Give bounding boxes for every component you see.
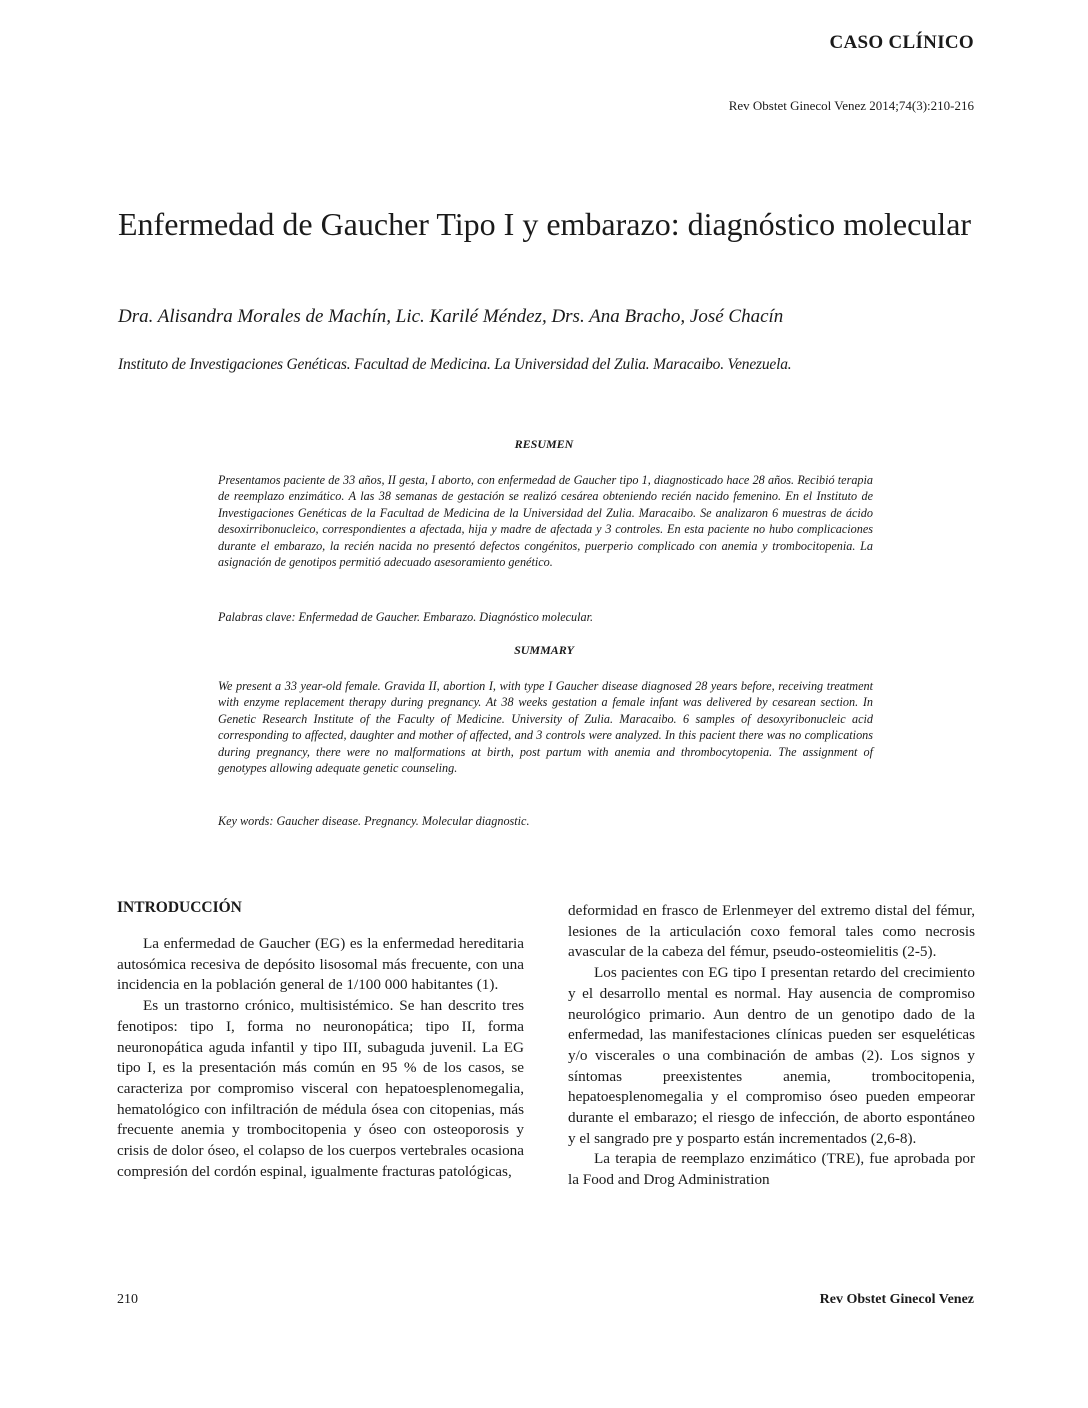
article-affiliation: Instituto de Investigaciones Genéticas. Facultad de Medicina. La Universidad del Zulia. Maracaibo. Venezuela. (118, 356, 792, 373)
body-right-column (568, 901, 975, 1191)
resumen-heading: RESUMEN (514, 437, 574, 451)
summary-heading: SUMMARY (514, 643, 574, 657)
body-paragraph: La terapia de reemplazo enzimático (TRE), fue aprobada por la Food and Drog Administration (568, 1150, 975, 1189)
resumen-text: Presentamos paciente de 33 años, II gesta, I aborto, con enfermedad de Gaucher tipo 1, diagnosticado hace 28 años. Recibió terapia de reemplazo enzimático. A las 38 semanas de gestación se realizó cesárea obteniendo recién nacido femenino. En el Instituto de Investigaciones Genéticas de la Facultad de Medicina de la Universidad del Zulia. Maracaibo. Se analizaron 6 muestras de ácido desoxirribonucleico, correspondientes a afectada, hija y madre de afectada y 3 controles. En esta paciente no hubo complicaciones durante el embarazo, la recién nacida no presentó defectos congénitos, puerperio complicado con anemia y trombocitopenia. La asignación de genotipos permitió adecuado asesoramiento genético. (218, 473, 873, 570)
intro-heading: INTRODUCCIÓN (117, 899, 242, 916)
keywords-es: Palabras clave: Enfermedad de Gaucher. Embarazo. Diagnóstico molecular. (218, 610, 594, 624)
body-paragraph: Es un trastorno crónico, multisistémico. Se han descrito tres fenotipos: tipo I, forma no neuronopática; tipo II, forma neuronopática aguda infantil y tipo III, subaguda juvenil. La EG tipo I, es la presentación más común en 95 % de los casos, se caracteriza por compromiso visceral con hepatoesplenomegalia, hematológico con infiltración de médula ósea con citopenias, más frecuente anemia y trombocitopenia y óseo con osteoporosis y crisis de dolor óseo, el colapso de los cuerpos vertebrales ocasiona compresión del cordón espinal, igualmente fracturas patológicas, (117, 997, 524, 1180)
body-left-column (117, 934, 524, 1182)
journal-citation: Rev Obstet Ginecol Venez 2014;74(3):210-216 (728, 98, 974, 113)
section-label: CASO CLÍNICO (829, 32, 974, 53)
page-number: 210 (117, 1292, 138, 1307)
body-paragraph: La enfermedad de Gaucher (EG) es la enfermedad hereditaria autosómica recesiva de depósito lisosomal más frecuente, con una incidencia en la población general de 1/100 000 habitantes (1). (117, 935, 524, 994)
footer-journal: Rev Obstet Ginecol Venez (819, 1292, 974, 1307)
body-paragraph: Los pacientes con EG tipo I presentan retardo del crecimiento y el desarrollo mental es normal. Hay ausencia de compromiso neurológico primario. Aun dentro de un genotipo dado de la enfermedad, las manifestaciones clínicas pueden ser esqueléticas y/o viscerales o una combinación de ambas (2). Los signos y síntomas preexistentes anemia, trombocitopenia, hepatoesplenomegalia y el compromiso óseo pueden empeorar durante el embarazo; el riesgo de infección, de aborto espontáneo y el sangrado pre y posparto están incrementados (2,6-8). (568, 964, 975, 1147)
keywords-en: Key words: Gaucher disease. Pregnancy. Molecular diagnostic. (218, 814, 530, 828)
article-authors: Dra. Alisandra Morales de Machín, Lic. Karilé Méndez, Drs. Ana Bracho, José Chacín (118, 306, 784, 327)
summary-text: We present a 33 year-old female. Gravida II, abortion I, with type I Gaucher disease diagnosed 28 years before, receiving treatment with enzyme replacement therapy during pregnancy. At 38 weeks gestation a female infant was delivered by cesarean section. In Genetic Research Institute of the Faculty of Medicine. University of Zulia. Maracaibo. 6 samples of desoxyribonucleic acid corresponding to affected, daughter and mother of affected, and 3 controls were analyzed. In this pacient there was no complications during pregnancy, there were no malformations at birth, post partum with anemia and thrombocytopenia. The assignment of genotypes allowing adequate genetic counseling. (218, 679, 873, 776)
article-title: Enfermedad de Gaucher Tipo I y embarazo: diagnóstico molecular (118, 206, 972, 242)
body-paragraph-continuation: deformidad en frasco de Erlenmeyer del extremo distal del fémur, lesiones de la articulación coxo femoral tales como necrosis avascular de la cabeza del fémur, pseudo-osteomielitis (2-5). (568, 902, 975, 961)
